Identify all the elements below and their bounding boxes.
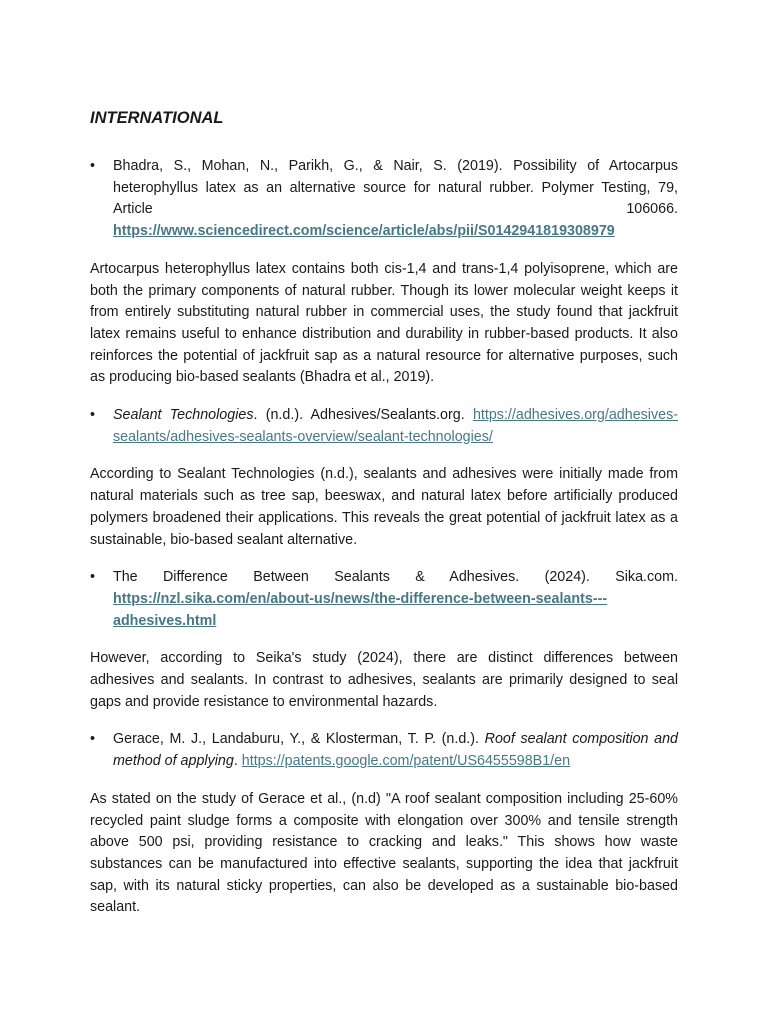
document-page — [90, 106, 678, 935]
reference-item: • Gerace, M. J., Landaburu, Y., & Klosterman, T. P. (n.d.). Roof sealant composition and method of applying. https://patents.google.com/patent/US6455598B1/en — [90, 731, 679, 770]
bullet-icon: • — [90, 569, 96, 586]
reference-link[interactable]: https://nzl.sika.com/en/about-us/news/the-difference-between-sealants---adhesives.html — [113, 590, 608, 629]
paragraph: As stated on the study of Gerace et al., (n.d) "A roof sealant composition including 25-60% recycled paint sludge forms a composite with elongation over 300% and tensile strength above 500 psi, providing resistance to cracking and leaks." This shows how waste substances can be manufactured into effective sealants, supporting the idea that jackfruit sap, with its natural sticky properties, can also be developed as a sustainable bio-based sealant. — [90, 790, 678, 916]
reference-link[interactable]: https://patents.google.com/patent/US6455598B1/en — [241, 753, 571, 770]
paragraph: According to Sealant Technologies (n.d.), sealants and adhesives were initially made from natural materials such as tree sap, beeswax, and natural latex before artificially produced polymers broadened their applications. This reveals the great potential of jackfruit latex as a sustainable, bio-based sealant alternative. — [90, 466, 678, 548]
reference-link[interactable]: https://www.sciencedirect.com/science/article/abs/pii/S0142941819308979 — [113, 223, 615, 240]
bullet-icon: • — [90, 158, 96, 174]
bullet-icon: • — [90, 407, 96, 424]
reference-link[interactable]: https://adhesives.org/adhesives-sealants/adhesives-sealants-overview/sealant-technologies/ — [113, 407, 678, 445]
reference-item: • Bhadra, S., Mohan, N., Parikh, G., & Nair, S. (2019). Possibility of Artocarpus heterophyllus latex as an alternative source for natural rubber. Polymer Testing, 79, Article 106066. https://www.sciencedirect.com/science/article/abs/pii/S0142941819308979 — [90, 158, 678, 240]
bullet-icon: • — [90, 731, 96, 748]
reference-item: • The Difference Between Sealants & Adhesives. (2024). Sika.com. https://nzl.sika.com/en/about-us/news/the-difference-between-sealants---adhesives.html — [90, 569, 678, 629]
section-heading: INTERNATIONAL — [90, 109, 224, 127]
reference-item: • Sealant Technologies. (n.d.). Adhesives/Sealants.org. https://adhesives.org/adhesives-sealants/adhesives-sealants-overview/sealant-technologies/ — [90, 407, 678, 445]
paragraph: However, according to Seika's study (2024), there are distinct differences between adhesives and sealants. In contrast to adhesives, sealants are primarily designed to seal gaps and provide resistance to environmental hazards. — [90, 650, 678, 710]
paragraph: Artocarpus heterophyllus latex contains both cis-1,4 and trans-1,4 polyisoprene, which are both the primary components of natural rubber. Though its lower molecular weight keeps it from entirely substituting natural rubber in commercial uses, the study found that jackfruit latex remains useful to enhance distribution and durability in rubber-based products. It also reinforces the potential of jackfruit sap as a natural resource for alternative purposes, such as producing bio-based sealants (Bhadra et al., 2019). — [90, 260, 678, 386]
